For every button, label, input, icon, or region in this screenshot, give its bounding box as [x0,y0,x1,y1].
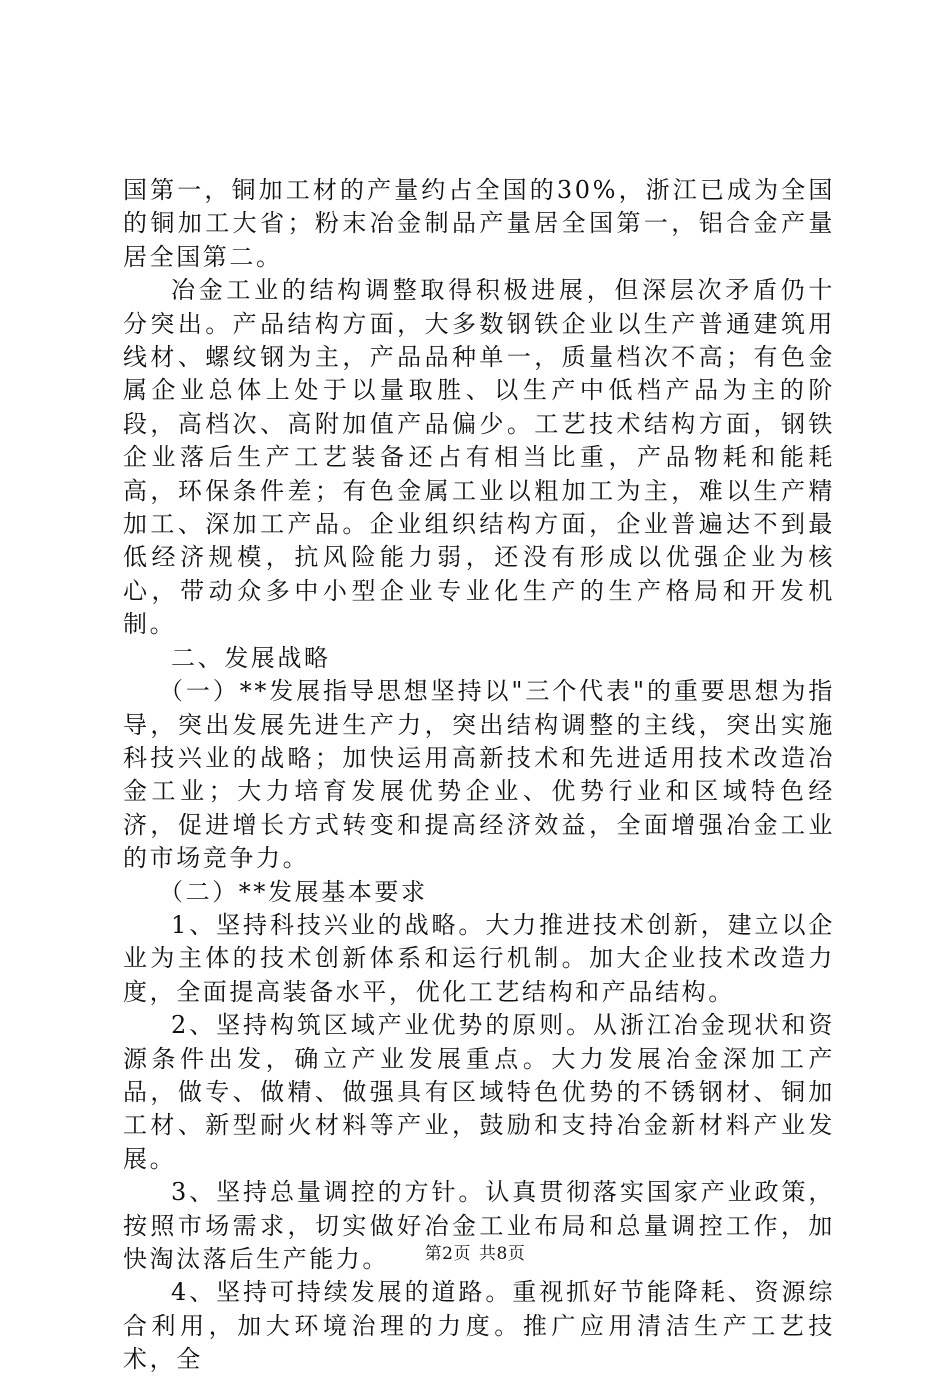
list-item-2: 2、坚持构筑区域产业优势的原则。从浙江冶金现状和资源条件出发，确立产业发展重点。大力发展冶金深加工产品，做专、做精、做强具有区域特色优势的不锈钢材、铜加工材、新型耐火材料等产业，鼓励和支持冶金新材料产业发展。 [123,1011,835,1173]
list-item-4: 4、坚持可持续发展的道路。重视抓好节能降耗、资源综合利用，加大环境治理的力度。推广应用清洁生产工艺技术，全 [123,1278,835,1374]
section-heading-development-strategy: 二、发展战略 [171,643,331,672]
list-item-1: 1、坚持科技兴业的战略。大力推进技术创新，建立以企业为主体的技术创新体系和运行机制。加大企业技术改造力度，全面提高装备水平，优化工艺结构和产品结构。 [123,910,835,1006]
list-item-3: 3、坚持总量调控的方针。认真贯彻落实国家产业政策，按照市场需求，切实做好冶金工业布局和总量调控工作，加快淘汰落后生产能力。 [123,1178,835,1273]
paragraph-2: 冶金工业的结构调整取得积极进展，但深层次矛盾仍十分突出。产品结构方面，大多数钢铁企业以生产普通建筑用线材、螺纹钢为主，产品品种单一，质量档次不高；有色金属企业总体上处于以量取胜、以生产中低档产品为主的阶段，高档次、高附加值产品偏少。工艺技术结构方面，钢铁企业落后生产工艺装备还占有相当比重，产品物耗和能耗高，环保条件差；有色金属工业以粗加工为主，难以生产精加工、深加工产品。企业组织结构方面，企业普遍达不到最低经济规模，抗风险能力弱，还没有形成以优强企业为核心，带动众多中小型企业专业化生产的生产格局和开发机制。 [123,276,835,639]
page-number: 第2页 [424,1244,471,1264]
page-footer [0,1243,950,1265]
page-total: 共8页 [479,1244,526,1264]
paragraph-guiding-ideology: （一）**发展指导思想坚持以"三个代表"的重要思想为指导，突出发展先进生产力，突出结构调整的主线，突出实施科技兴业的战略；加快运用高新技术和先进适用技术改造冶金工业；大力培育发展优势企业、优势行业和区域特色经济，促进增长方式转变和提高经济效益，全面增强冶金工业的市场竞争力。 [123,677,835,873]
document-body [123,174,835,1377]
paragraph-1: 国第一，铜加工材的产量约占全国的30%，浙江已成为全国的铜加工大省；粉末冶金制品产量居全国第一，铝合金产量居全国第二。 [123,176,835,271]
subheading-basic-requirements: （二）**发展基本要求 [159,877,428,906]
